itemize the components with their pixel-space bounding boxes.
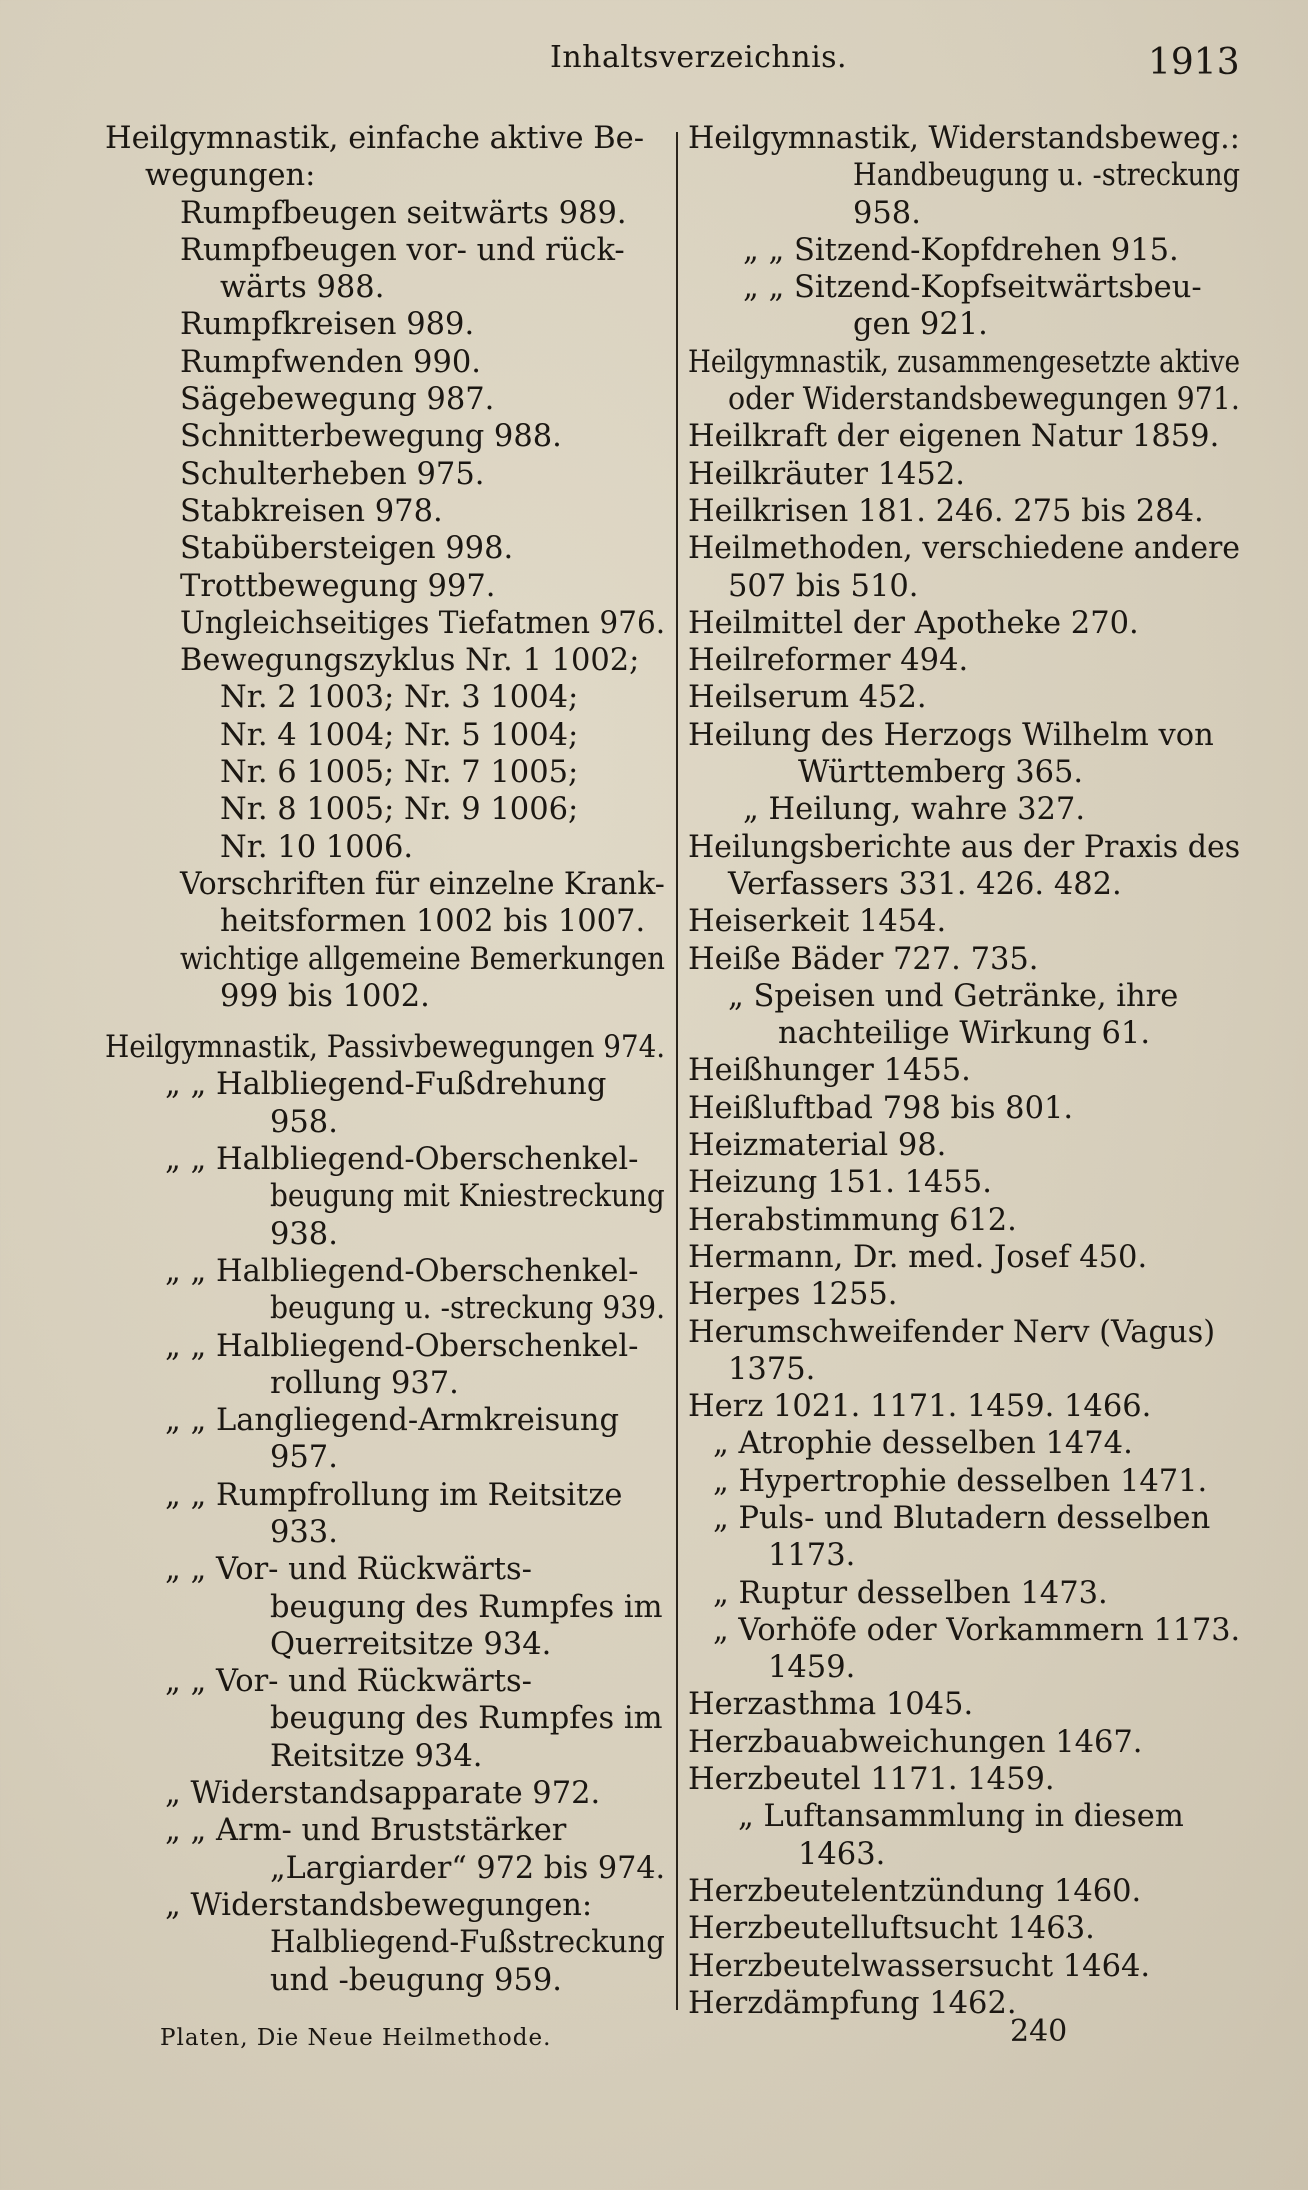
index-entry-text: Heilungsberichte aus der Praxis des [688, 829, 1241, 865]
index-entry [688, 568, 1240, 605]
index-entry-text: Sägebewegung 987. [180, 382, 495, 418]
index-entry [105, 1066, 665, 1103]
index-entry [105, 1887, 665, 1924]
index-entry-text: Trottbewegung 997. [180, 568, 496, 604]
index-entry-text: Heilkräuter 1452. [688, 456, 965, 492]
index-entry-text: „ Vorhöfe oder Vorkammern 1173. [713, 1612, 1241, 1648]
index-entry-text: Heißhunger 1455. [688, 1053, 971, 1089]
index-entry-text: Württemberg 365. [798, 755, 1084, 791]
index-entry [688, 829, 1240, 866]
index-entry-text: Rumpfwenden 990. [180, 344, 481, 380]
index-entry [105, 120, 665, 157]
index-entry [688, 1686, 1240, 1723]
index-entry-text: Heilmethoden, verschiedene andere [688, 531, 1241, 567]
index-entry [105, 1216, 665, 1253]
index-entry-text: 933. [270, 1514, 338, 1550]
index-column-right [688, 120, 1240, 2022]
index-entry [105, 642, 665, 679]
index-entry [105, 306, 665, 343]
index-entry-text: „ Hypertrophie desselben 1471. [713, 1463, 1208, 1499]
index-entry-text: Stabkreisen 978. [180, 493, 443, 529]
index-entry [688, 1724, 1240, 1761]
index-entry-text: 958. [853, 195, 921, 231]
index-entry-text: Rumpfbeugen seitwärts 989. [180, 195, 627, 231]
index-entry [688, 120, 1240, 157]
footer-book-title: Platen, Die Neue Heilmethode. [160, 2025, 552, 2051]
index-entry [105, 1328, 665, 1365]
index-entry [105, 1402, 665, 1439]
index-entry-text: Schnitterbewegung 988. [180, 419, 562, 455]
index-entry [105, 903, 665, 940]
index-entry-text: Herzbauabweichungen 1467. [688, 1724, 1143, 1760]
index-entry-text: Heiserkeit 1454. [688, 904, 947, 940]
index-entry [688, 1873, 1240, 1910]
index-entry-text: Stabübersteigen 998. [180, 531, 514, 567]
index-entry-text: Heizmaterial 98. [688, 1128, 947, 1164]
index-entry-text: Herz 1021. 1171. 1459. 1466. [688, 1389, 1152, 1425]
index-entry [688, 1127, 1240, 1164]
page-number: 1913 [1148, 42, 1240, 83]
index-entry [688, 1761, 1240, 1798]
index-entry [688, 978, 1240, 1015]
index-entry [688, 269, 1240, 306]
index-entry [688, 157, 1240, 194]
index-entry [105, 941, 665, 978]
index-entry [688, 1351, 1240, 1388]
index-entry [688, 232, 1240, 269]
index-entry [688, 1910, 1240, 1947]
index-entry-text: Herzdämpfung 1462. [688, 1985, 1017, 2021]
index-entry [688, 605, 1240, 642]
index-entry-text: 1173. [768, 1538, 856, 1574]
index-entry-text: Herzbeutelwassersucht 1464. [688, 1948, 1151, 1984]
index-entry [105, 344, 665, 381]
index-entry [688, 195, 1240, 232]
index-entry [105, 1477, 665, 1514]
index-entry-text: „ Luftansammlung in diesem [738, 1799, 1184, 1835]
index-entry [688, 903, 1240, 940]
index-entry-text: 1459. [768, 1650, 856, 1686]
index-entry [105, 679, 665, 716]
index-entry [688, 1314, 1240, 1351]
index-entry [105, 157, 665, 194]
index-entry-text: beugung des Rumpfes im [270, 1701, 663, 1737]
index-entry [688, 1798, 1240, 1835]
index-entry [105, 1253, 665, 1290]
index-entry-text: 938. [270, 1216, 338, 1252]
column-divider [676, 132, 678, 2010]
index-entry-text: „ „ Langliegend-Armkreisung [165, 1403, 620, 1439]
index-entry-text: „ Heilung, wahre 327. [743, 792, 1086, 828]
index-entry [105, 381, 665, 418]
index-entry [105, 418, 665, 455]
index-entry-text: heitsformen 1002 bis 1007. [220, 904, 646, 940]
index-entry-text: 1463. [798, 1836, 886, 1872]
index-entry [105, 1514, 665, 1551]
index-entry [688, 679, 1240, 716]
index-entry [105, 1589, 665, 1626]
index-entry [105, 754, 665, 791]
index-entry [688, 754, 1240, 791]
index-entry-text: beugung u. -streckung 939. [270, 1291, 666, 1327]
index-entry [105, 568, 665, 605]
index-entry-text: 999 bis 1002. [220, 978, 430, 1014]
index-entry-text: „ „ Vor- und Rückwärts- [165, 1664, 532, 1700]
index-entry-text: Handbeugung u. -streckung [853, 158, 1241, 194]
index-entry [688, 1985, 1240, 2022]
index-entry-text: Heilgymnastik, Passivbewegungen 974. [105, 1030, 666, 1066]
index-entry-text: Herzbeutelentzündung 1460. [688, 1873, 1142, 1909]
index-entry-text: Vorschriften für einzelne Krank- [180, 866, 665, 902]
index-entry-text: Halbliegend-Fußstreckung [270, 1925, 665, 1961]
index-entry [688, 1612, 1240, 1649]
index-entry-text: „ „ Sitzend-Kopfseitwärtsbeu- [743, 270, 1202, 306]
index-entry-text: Nr. 10 1006. [220, 829, 414, 865]
index-entry [688, 1164, 1240, 1201]
index-entry-text: Heiße Bäder 727. 735. [688, 941, 1039, 977]
index-entry [105, 1029, 665, 1066]
index-entry-text: 957. [270, 1440, 338, 1476]
index-entry-text: Herzasthma 1045. [688, 1687, 974, 1723]
index-entry [688, 1500, 1240, 1537]
index-entry-text: Heilung des Herzogs Wilhelm von [688, 717, 1214, 753]
index-entry [688, 1575, 1240, 1612]
index-entry-text: Hermann, Dr. med. Josef 450. [688, 1239, 1148, 1275]
index-entry-text: Heizung 151. 1455. [688, 1165, 992, 1201]
index-entry [688, 642, 1240, 679]
index-entry [688, 1649, 1240, 1686]
index-entry-text: Heilreformer 494. [688, 643, 969, 679]
index-entry-text: Herzbeutelluftsucht 1463. [688, 1911, 1095, 1947]
index-entry [105, 1178, 665, 1215]
index-entry-text: Heilkrisen 181. 246. 275 bis 284. [688, 493, 1204, 529]
index-entry [688, 1948, 1240, 1985]
index-entry-text: rollung 937. [270, 1365, 459, 1401]
index-entry-text: Herzbeutel 1171. 1459. [688, 1762, 1055, 1798]
index-entry-text: Verfassers 331. 426. 482. [728, 866, 1122, 902]
entry-gap [105, 1015, 665, 1029]
index-entry-text: „ „ Sitzend-Kopfdrehen 915. [743, 232, 1179, 268]
index-entry-text: „ Widerstandsapparate 972. [165, 1776, 601, 1812]
index-entry [688, 1425, 1240, 1462]
index-entry-text: „ Puls- und Blutadern desselben [713, 1500, 1211, 1536]
index-entry-text: Rumpfbeugen vor- und rück- [180, 232, 625, 268]
index-entry [105, 1290, 665, 1327]
index-entry [688, 1015, 1240, 1052]
index-entry [688, 717, 1240, 754]
index-entry-text: Nr. 4 1004; Nr. 5 1004; [220, 717, 579, 753]
index-entry [105, 1700, 665, 1737]
index-entry [105, 1850, 665, 1887]
index-entry-text: Heißluftbad 798 bis 801. [688, 1090, 1074, 1126]
index-entry-text: „ „ Rumpfrollung im Reitsitze [165, 1477, 623, 1513]
index-entry [105, 1141, 665, 1178]
index-entry-text: Heilgymnastik, Widerstandsbeweg.: [688, 121, 1240, 156]
index-entry [105, 605, 665, 642]
index-entry-text: wegungen: [145, 158, 316, 194]
index-entry [688, 306, 1240, 343]
index-entry [688, 344, 1240, 381]
index-entry-text: 507 bis 510. [728, 568, 919, 604]
index-entry [105, 717, 665, 754]
index-entry-text: Herabstimmung 612. [688, 1202, 1017, 1238]
index-entry [105, 1104, 665, 1141]
index-entry [688, 791, 1240, 828]
index-entry [105, 232, 665, 269]
index-entry-text: wärts 988. [220, 270, 385, 306]
index-entry [105, 1365, 665, 1402]
index-entry [105, 195, 665, 232]
index-entry-text: „ Widerstandsbewegungen: [165, 1887, 593, 1923]
index-entry-text: Heilgymnastik, einfache aktive Be- [105, 121, 645, 156]
index-entry-text: nachteilige Wirkung 61. [778, 1016, 1151, 1052]
index-entry [105, 791, 665, 828]
index-entry-text: 1375. [728, 1351, 816, 1387]
index-entry-text: beugung des Rumpfes im [270, 1589, 663, 1625]
index-entry-text: Heilserum 452. [688, 680, 927, 716]
index-entry [688, 1836, 1240, 1873]
index-entry-text: Heilkraft der eigenen Natur 1859. [688, 419, 1220, 455]
index-entry-text: Herumschweifender Nerv (Vagus) [688, 1314, 1216, 1350]
index-entry-text: „ Speisen und Getränke, ihre [728, 978, 1179, 1014]
index-entry [688, 1537, 1240, 1574]
index-entry-text: Nr. 8 1005; Nr. 9 1006; [220, 792, 579, 828]
index-entry [105, 456, 665, 493]
index-entry [688, 1463, 1240, 1500]
index-entry [688, 456, 1240, 493]
index-entry [688, 1202, 1240, 1239]
index-entry-text: und -beugung 959. [270, 1962, 562, 1998]
index-entry-text: Nr. 6 1005; Nr. 7 1005; [220, 755, 579, 791]
index-column-left [105, 120, 665, 1999]
index-entry-text: „ „ Vor- und Rückwärts- [165, 1552, 532, 1588]
index-entry [105, 978, 665, 1015]
index-entry [688, 941, 1240, 978]
index-entry-text: „ Atrophie desselben 1474. [713, 1426, 1133, 1462]
index-entry-text: 958. [270, 1104, 338, 1140]
index-entry [105, 1962, 665, 1999]
index-entry [688, 1090, 1240, 1127]
index-entry [688, 1276, 1240, 1313]
index-entry [105, 1439, 665, 1476]
index-entry-text: Rumpfkreisen 989. [180, 307, 475, 343]
index-entry [105, 1812, 665, 1849]
index-entry-text: „ „ Arm- und Bruststärker [165, 1813, 567, 1849]
index-entry-text: Heilmittel der Apotheke 270. [688, 605, 1139, 641]
footer-sheet-number: 240 [1010, 2014, 1068, 2049]
index-entry-text: gen 921. [853, 307, 988, 343]
index-entry-text: Reitsitze 934. [270, 1738, 483, 1774]
index-entry [688, 381, 1240, 418]
index-entry-text: Nr. 2 1003; Nr. 3 1004; [220, 680, 579, 716]
index-entry [105, 1663, 665, 1700]
index-entry [105, 530, 665, 567]
index-entry [688, 866, 1240, 903]
index-entry-text: Herpes 1255. [688, 1277, 898, 1313]
index-entry [688, 418, 1240, 455]
index-entry-text: „ „ Halbliegend-Oberschenkel- [165, 1328, 639, 1364]
index-entry [688, 1239, 1240, 1276]
index-entry-text: Bewegungszyklus Nr. 1 1002; [180, 643, 640, 679]
index-entry [105, 1551, 665, 1588]
index-entry-text: „ „ Halbliegend-Oberschenkel- [165, 1142, 639, 1178]
index-entry [688, 530, 1240, 567]
index-entry [688, 1052, 1240, 1089]
index-entry [105, 866, 665, 903]
index-entry [105, 1626, 665, 1663]
index-entry-text: beugung mit Kniestreckung [270, 1179, 665, 1215]
index-entry-text: Querreitsitze 934. [270, 1626, 552, 1662]
index-entry-text: „Largiarder“ 972 bis 974. [270, 1850, 666, 1886]
index-entry [105, 1924, 665, 1961]
index-entry-text: „ Ruptur desselben 1473. [713, 1575, 1108, 1611]
index-entry [688, 1388, 1240, 1425]
index-entry-text: Ungleichseitiges Tiefatmen 976. [180, 605, 666, 641]
index-entry-text: oder Widerstandsbewegungen 971. [728, 382, 1240, 418]
running-title: Inhaltsverzeichnis. [550, 40, 848, 75]
index-entry [105, 269, 665, 306]
index-entry-text: Heilgymnastik, zusammengesetzte aktive [688, 344, 1240, 380]
index-entry [105, 1738, 665, 1775]
index-entry [105, 829, 665, 866]
index-entry [105, 493, 665, 530]
index-entry-text: „ „ Halbliegend-Fußdrehung [165, 1067, 607, 1103]
index-entry [688, 493, 1240, 530]
index-entry-text: „ „ Halbliegend-Oberschenkel- [165, 1253, 639, 1289]
index-entry-text: Schulterheben 975. [180, 456, 485, 492]
index-entry-text: wichtige allgemeine Bemerkungen [180, 941, 665, 977]
index-entry [105, 1775, 665, 1812]
